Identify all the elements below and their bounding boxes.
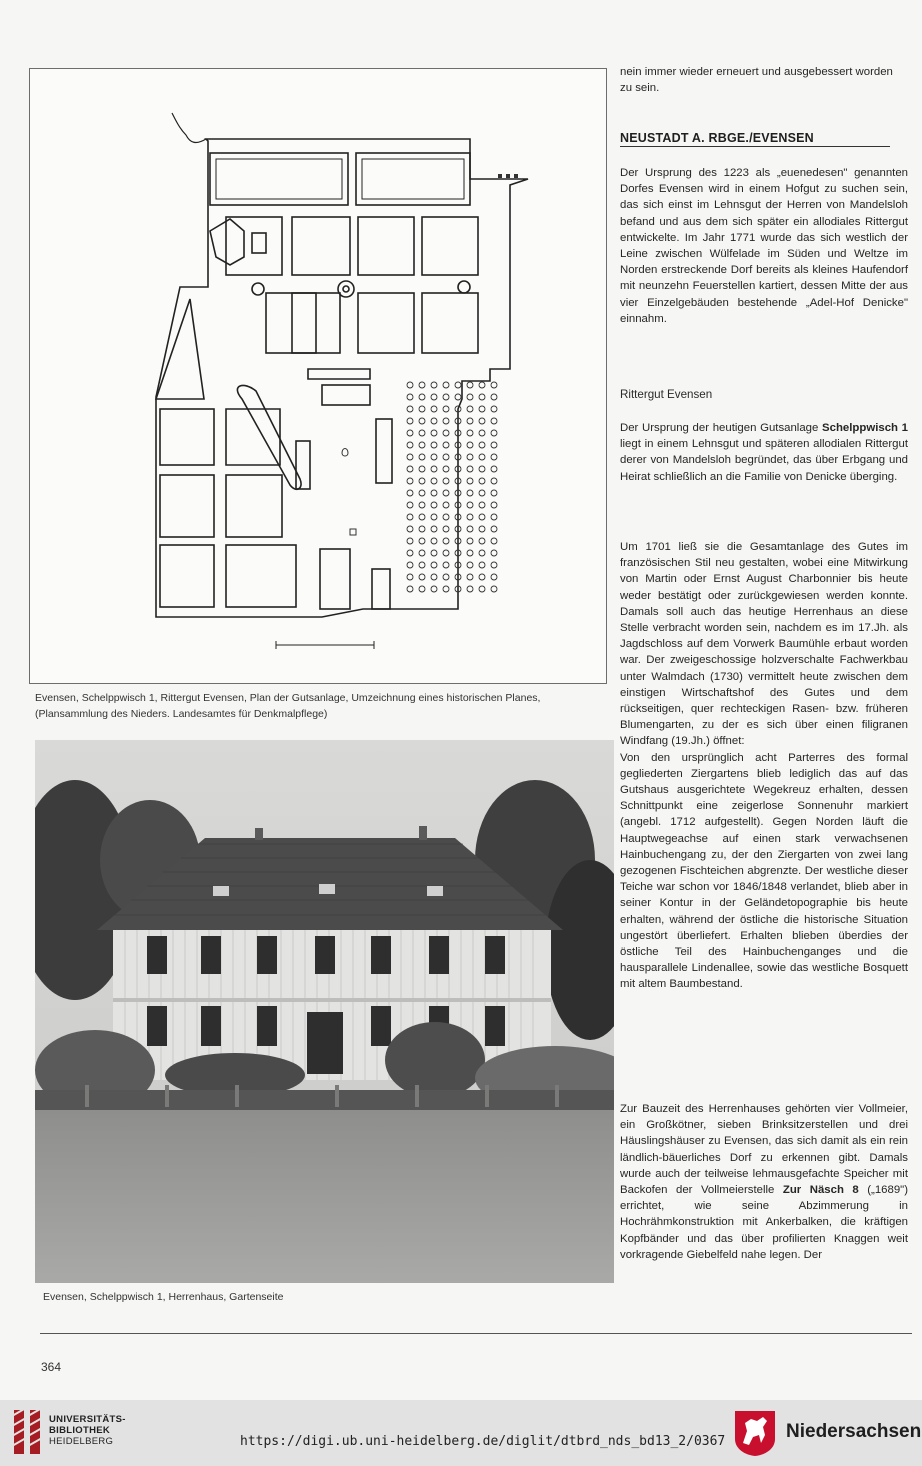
state-name[interactable]: Niedersachsen <box>786 1421 922 1442</box>
manor-house-photo <box>35 740 614 1283</box>
section-heading: NEUSTADT A. RBGE./EVENSEN <box>620 131 890 147</box>
paragraph-5 <box>620 1101 908 1263</box>
paragraph-1-text: Der Ursprung des 1223 als „euenedesen" genannten Dorfes Evensen wird in einem Hofgut zu suchen sein, das sich einst im Lehnsgut der Herren von Mandelsloh befand und aus dem sich später ein allodiales Rittergut entwickelte. Im Jahr 1771 wurde das sich westlich der Leine zwischen Wülfelade im Süden und Weltze im Norden erstreckende Dorf bereits als kleines Haufendorf mit neunzehn Feuerstellen kartiert, dessen Mitte der aus vier Einzelgebäuden bestehende „Adel-Hof Denicke" einnahm. <box>620 167 908 325</box>
paragraph-2-text <box>620 420 908 485</box>
intro-text: nein immer wieder erneuert und ausgebessert worden zu sein. <box>620 66 893 95</box>
niedersachsen-horse-icon[interactable] <box>733 1409 777 1457</box>
university-line-3: HEIDELBERG <box>49 1436 114 1447</box>
figure2-caption: Evensen, Schelppwisch 1, Herrenhaus, Gartenseite <box>43 1291 284 1303</box>
university-line-2: BIBLIOTHEK <box>49 1425 111 1436</box>
paragraph-5-text <box>620 1101 908 1263</box>
paragraph-2 <box>620 420 908 485</box>
paragraph-3-text: Um 1701 ließ sie die Gesamtanlage des Gutes im französischen Stil neu gestalten, wobei eine Mitwirkung von Martin oder Ernst August Charbonnier bis heute weder bestätigt oder zurückgewiesen werden konnte. Damals soll auch das heutige Herrenhaus an diese Stelle verbracht worden sein, nachdem es im 17.Jh. als Jagdschloss auf dem Vorwerk Baumühle erbaut worden war. Der zweigeschossige holzverschalte Fachwerkbau unter Walmdach (1730) vermittelt heute zwischen dem einstigen Wirtschaftshof des Gutes und dem rückseitigen, quer rechteckigen Rasen- bzw. früheren Blumengarten, zu der es sich über einen filigranen Windfang (19.Jh.) öffnet: <box>620 541 908 748</box>
garden-plan-figure <box>29 68 607 684</box>
address-schelppwisch: Schelppwisch 1 <box>822 422 909 434</box>
address-zur-naesch: Zur Näsch 8 <box>782 1184 859 1197</box>
manor-house-image <box>35 740 614 1283</box>
garden-plan-drawing <box>30 69 608 685</box>
paragraph-3 <box>620 539 908 993</box>
paragraph-4-text: Von den ursprünglich acht Parterres des formal gegliederten Ziergartens blieb lediglich das auf das Gutshaus ausgerichtete Wegekreuz erhalten, dessen Schnittpunkt eine zeigerlose Sonnenuhr markiert (angebl. 1712 aufgestellt). Gegen Norden läuft die Hauptwegeachse auf einen stark verwachsenen Hainbuchengang zu, der den Ziergarten von zwei lang gezogenen Fischteichen abgrenzte. Der westliche dieser Teiche war schon vor 1846/1848 verlandet, blieb aber in seiner Kontur in der Geländetopographie bis heute erhalten, während der östliche die historische Situation ungestört überliefert. Erhalten blieben überdies der östliche Teil des Hainbuchenganges und die hausparallele Lindenallee, sowie das westliche Bosquett mit altem Baumbestand. <box>620 751 908 991</box>
bottom-rule <box>40 1333 912 1334</box>
paragraph-5-before: Zur Bauzeit des Herrenhauses gehörten vier Vollmeier, ein Großkötner, sieben Brinksitzerstellen und drei Häuslingshäuser zu Evensen, das sich damit als ein rein ländlich-bäuerliches Dorf zu erkennen gibt. Damals wurde auch der teilweise lehmausgefachte Speicher mit Backofen der Vollmeierstelle <box>620 1103 908 1197</box>
paragraph-2-before: Der Ursprung der heutigen Gutsanlage <box>620 422 823 434</box>
intro-paragraph <box>620 64 908 96</box>
paragraph-1 <box>620 165 908 327</box>
document-url-link[interactable]: https://digi.ub.uni-heidelberg.de/diglit/dtbrd_nds_bd13_2/0367 <box>240 1434 726 1449</box>
figure1-caption: Evensen, Schelppwisch 1, Rittergut Evensen, Plan der Gutsanlage, Umzeichnung eines historischen Planes, (Plansammlung des Nieders. Landesamtes für Denkmalpflege) <box>35 692 541 720</box>
footer-bar <box>0 1400 922 1466</box>
university-library-logo[interactable] <box>10 1406 46 1458</box>
page-number: 364 <box>41 1360 62 1374</box>
paragraph-2-after: liegt in einem Lehnsgut und späteren allodialen Rittergut derer von Mandelsloh begründet, das über Erbgang und Heirat schließlich an die Familie von Denicke überging. <box>620 438 908 483</box>
university-library-name[interactable] <box>49 1414 126 1447</box>
subheading: Rittergut Evensen <box>620 388 713 401</box>
paragraph-5-after: („1689") errichtet, wie seine Abzimmerung in Hochrähmkonstruktion mit Ankerbalken, die kräftigen Kopfbänder und das über profilierten Knaggen weit vorkragende Giebelfeld nahe legen. Der <box>620 1184 908 1261</box>
university-line-1: UNIVERSITÄTS- <box>49 1414 126 1425</box>
